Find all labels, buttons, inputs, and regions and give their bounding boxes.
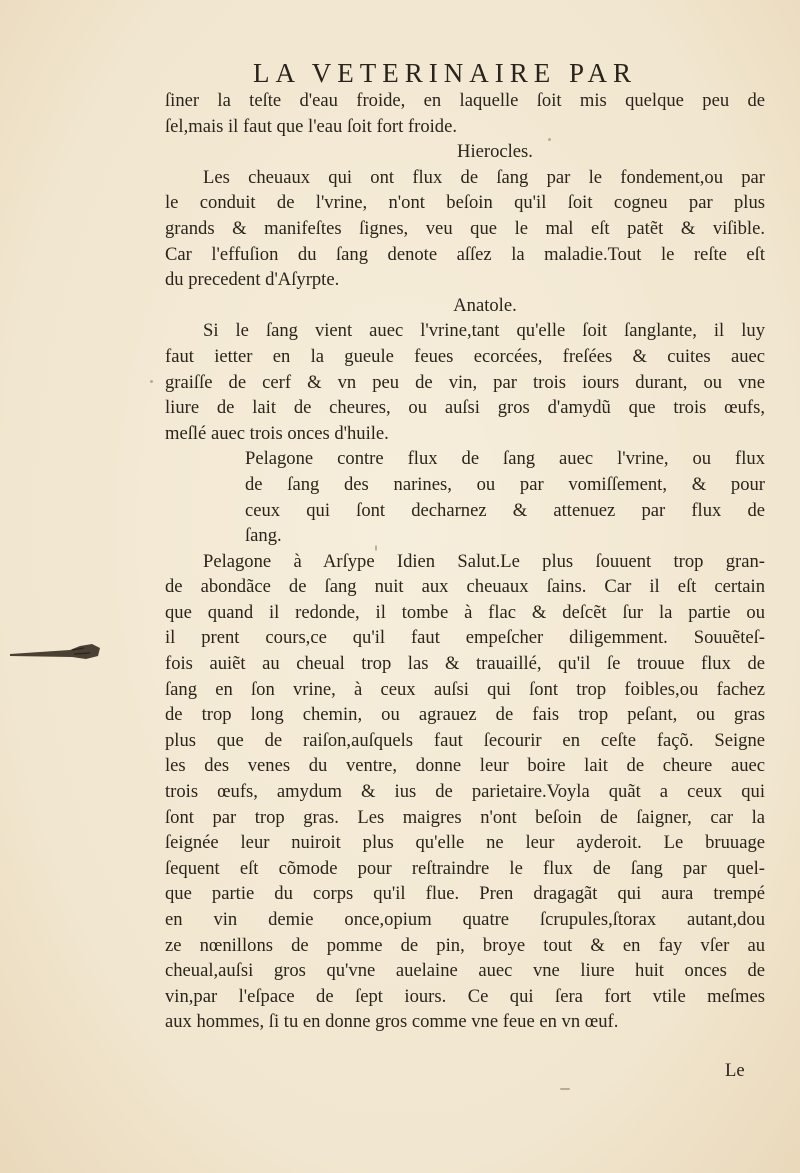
text-line: Les cheuaux qui ont flux de ſang par le fondement,ou par: [203, 166, 765, 188]
text-line: grands & manifeſtes ſignes, veu que le mal eſt patẽt & viſible.: [165, 217, 765, 239]
text-line: que partie du corps qu'il flue. Pren dragagãt qui aura trempé: [165, 883, 765, 905]
running-header: LA VETERINAIRE PAR: [252, 58, 638, 88]
page-body: [165, 88, 765, 1035]
text-line: ſequent eſt cõmode pour reſtraindre le flux de ſang par quel-: [165, 857, 765, 879]
text-line: Pelagone à Arſype Idien Salut.Le plus ſouuent trop gran-: [203, 550, 765, 572]
text-line: ſang en ſon vrine, à ceux auſsi qui ſont trop foibles,ou fachez: [165, 678, 765, 700]
text-line: trois œufs, amydum & ius de parietaire.Voyla quãt a ceux qui: [165, 781, 765, 803]
pelagone-heading-line: Pelagone contre flux de ſang auec l'vrine, ou flux: [245, 448, 765, 470]
text-line: vin,par l'eſpace de ſept iours. Ce qui ſera fort vtile meſmes: [165, 985, 765, 1007]
text-line: graiſſe de cerf & vn peu de vin, par trois iours durant, ou vne: [165, 371, 765, 393]
text-line: meſlé auec trois onces d'huile.: [165, 422, 389, 444]
text-line: le conduit de l'vrine, n'ont beſoin qu'il ſoit cogneu par plus: [165, 192, 765, 214]
text-line: du precedent d'Aſyrpte.: [165, 269, 340, 291]
text-line: que quand il redonde, il tombe à flac & deſcẽt ſur la partie ou: [165, 601, 765, 623]
pelagone-heading-line: ceux qui ſont decharnez & attenuez par flux de: [245, 499, 765, 521]
text-line: liure de lait de cheures, ou auſsi gros d'amydũ que trois œufs,: [165, 397, 765, 419]
text-line: ſont par trop gras. Les maigres n'ont beſoin de ſaigner, car la: [165, 806, 765, 828]
text-line: Si le ſang vient auec l'vrine,tant qu'elle ſoit ſanglante, il luy: [203, 320, 765, 342]
pelagone-heading-line: ſang.: [245, 525, 282, 547]
text-line: faut ietter en la gueule feues ecorcées, freſées & cuites auec: [165, 345, 765, 367]
ink-speck: [375, 545, 377, 551]
text-line: il prent cours,ce qu'il faut empeſcher diligemment. Souuẽteſ-: [165, 627, 765, 649]
text-line: aux hommes, ſi tu en donne gros comme vne feue en vn œuf.: [165, 1011, 619, 1033]
section-heading-hierocles: Hierocles.: [457, 141, 533, 163]
text-line: Car l'effuſion du ſang denote aſſez la maladie.Tout le reſte eſt: [165, 243, 765, 265]
text-line: de trop long chemin, ou agrauez de fais trop peſant, ou gras: [165, 704, 765, 726]
ink-speck: [560, 1088, 570, 1090]
pelagone-heading-line: de ſang des narines, ou par vomiſſement, & pour: [245, 473, 765, 495]
ink-speck: [548, 138, 551, 141]
text-line: ſel,mais il faut que l'eau ſoit fort froide.: [165, 115, 457, 137]
text-line: ſiner la teſte d'eau froide, en laquelle ſoit mis quelque peu de: [165, 90, 765, 111]
text-line: de abondãce de ſang nuit aux cheuaux ſains. Car il eſt certain: [165, 576, 765, 598]
catchword: Le: [725, 1060, 745, 1081]
pointing-hand-icon: [10, 640, 102, 662]
text-line: plus que de raiſon,auſquels faut ſecourir en ceſte façõ. Seigne: [165, 729, 765, 751]
text-line: fois auiẽt au cheual trop las & trauaillé, qu'il ſe trouue flux de: [165, 653, 765, 675]
text-line: ſeignée leur nuiroit plus qu'elle ne leur ayderoit. Le bruuage: [165, 832, 765, 854]
text-line: en vin demie once,opium quatre ſcrupules,ſtorax autant,dou: [165, 909, 765, 930]
ink-speck: [150, 380, 153, 383]
text-line: ze nœnillons de pomme de pin, broye tout & en fay vſer au: [165, 934, 765, 956]
section-heading-anatole: Anatole.: [453, 294, 517, 316]
text-line: les des venes du ventre, donne leur boire lait de cheure auec: [165, 755, 765, 777]
text-line: cheual,auſsi gros qu'vne auelaine auec vne liure huit onces de: [165, 960, 765, 982]
